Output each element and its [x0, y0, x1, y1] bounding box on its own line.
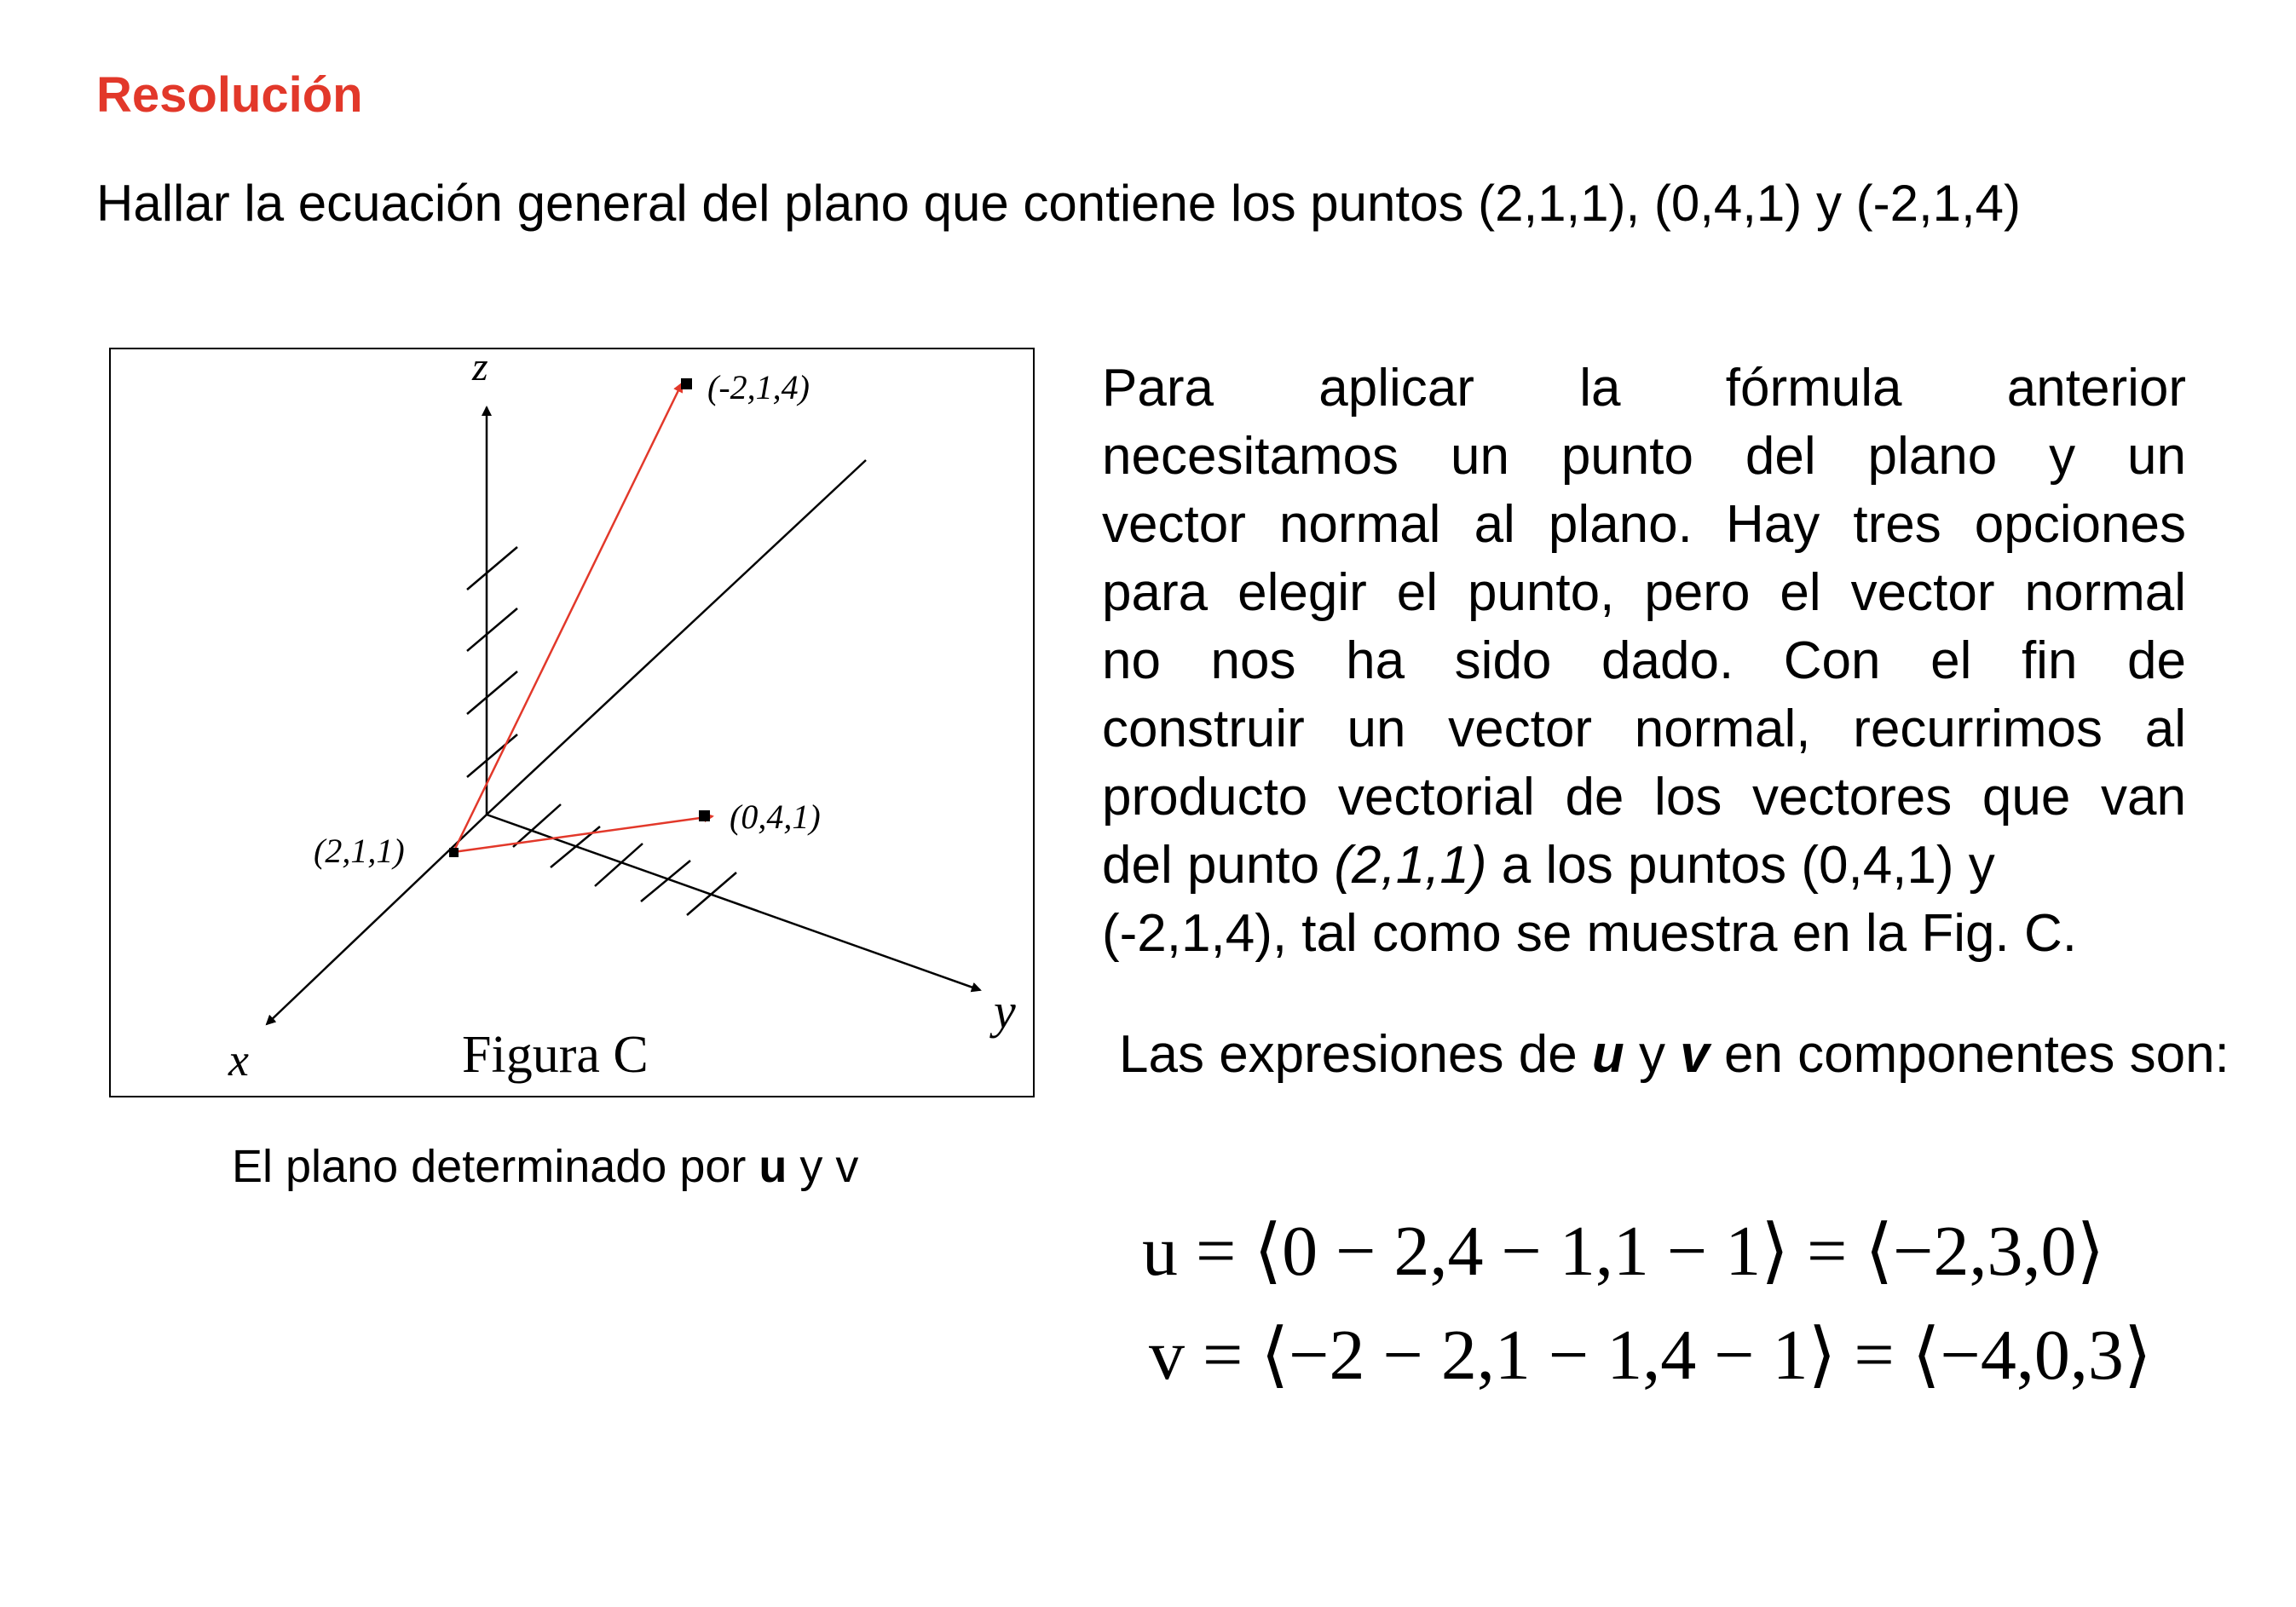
caption-text-before: El plano determinado por: [232, 1141, 759, 1192]
expr-intro-v: v: [1680, 1025, 1710, 1084]
expr-intro-u: u: [1591, 1025, 1624, 1084]
expr-intro-after: en componentes son:: [1709, 1025, 2230, 1084]
plane-trace-line: [487, 460, 866, 815]
expressions-intro: [1119, 1021, 2244, 1089]
vector-u: [453, 816, 712, 852]
point-label-q: (0,4,1): [730, 798, 821, 836]
point-marker-p: [449, 848, 459, 857]
caption-u-bold: u: [759, 1141, 787, 1192]
figure-c-diagram: [111, 349, 1033, 1096]
y-axis-label: y: [994, 983, 1016, 1039]
caption-text-after: y v: [787, 1141, 859, 1192]
expr-intro-before: Las expresiones de: [1119, 1025, 1592, 1084]
figure-title: Figura C: [462, 1026, 649, 1084]
explanation-paragraph: [1102, 354, 2186, 968]
explanation-line-9: (-2,1,4), tal como se muestra en la Fig. C.: [1102, 904, 2077, 963]
equation-v: v = ⟨−2 − 2,1 − 1,4 − 1⟩ = ⟨−4,0,3⟩: [1149, 1316, 2152, 1395]
heading-resolucion: Resolución: [96, 67, 363, 123]
explanation-line: para elegir el punto, pero el vector normal: [1102, 563, 2186, 622]
equation-u: u = ⟨0 − 2,4 − 1,1 − 1⟩ = ⟨−2,3,0⟩: [1142, 1212, 2105, 1291]
line8-before: del punto: [1102, 836, 1335, 895]
point-marker-q: [699, 810, 710, 821]
explanation-line: vector normal al plano. Hay tres opciones: [1102, 495, 2186, 554]
line8-after: a los puntos (0,4,1) y: [1486, 836, 1995, 895]
y-axis: [487, 815, 980, 990]
explanation-line: Para aplicar la fórmula anterior: [1102, 359, 2186, 418]
x-axis-label: x: [228, 1034, 249, 1086]
figure-c-frame: [109, 348, 1035, 1097]
explanation-line: producto vectorial de los vectores que van: [1102, 768, 2186, 827]
line8-italic-point: (2,1,1): [1334, 836, 1487, 895]
problem-statement: Hallar la ecuación general del plano que contiene los puntos (2,1,1), (0,4,1) y (-2,1,4): [96, 175, 2021, 232]
point-label-r: (-2,1,4): [707, 368, 810, 406]
explanation-line: no nos ha sido dado. Con el fin de: [1102, 631, 2186, 690]
figure-caption: [232, 1140, 858, 1193]
explanation-line-8: [1102, 832, 2186, 900]
z-axis-label: z: [472, 349, 488, 389]
z-axis-hatch: [467, 547, 517, 777]
explanation-line: construir un vector normal, recurrimos al: [1102, 700, 2186, 758]
point-label-p: (2,1,1): [314, 832, 405, 870]
point-marker-r: [681, 378, 692, 389]
explanation-line: necesitamos un punto del plano y un: [1102, 427, 2186, 486]
expr-intro-mid: y: [1624, 1025, 1681, 1084]
